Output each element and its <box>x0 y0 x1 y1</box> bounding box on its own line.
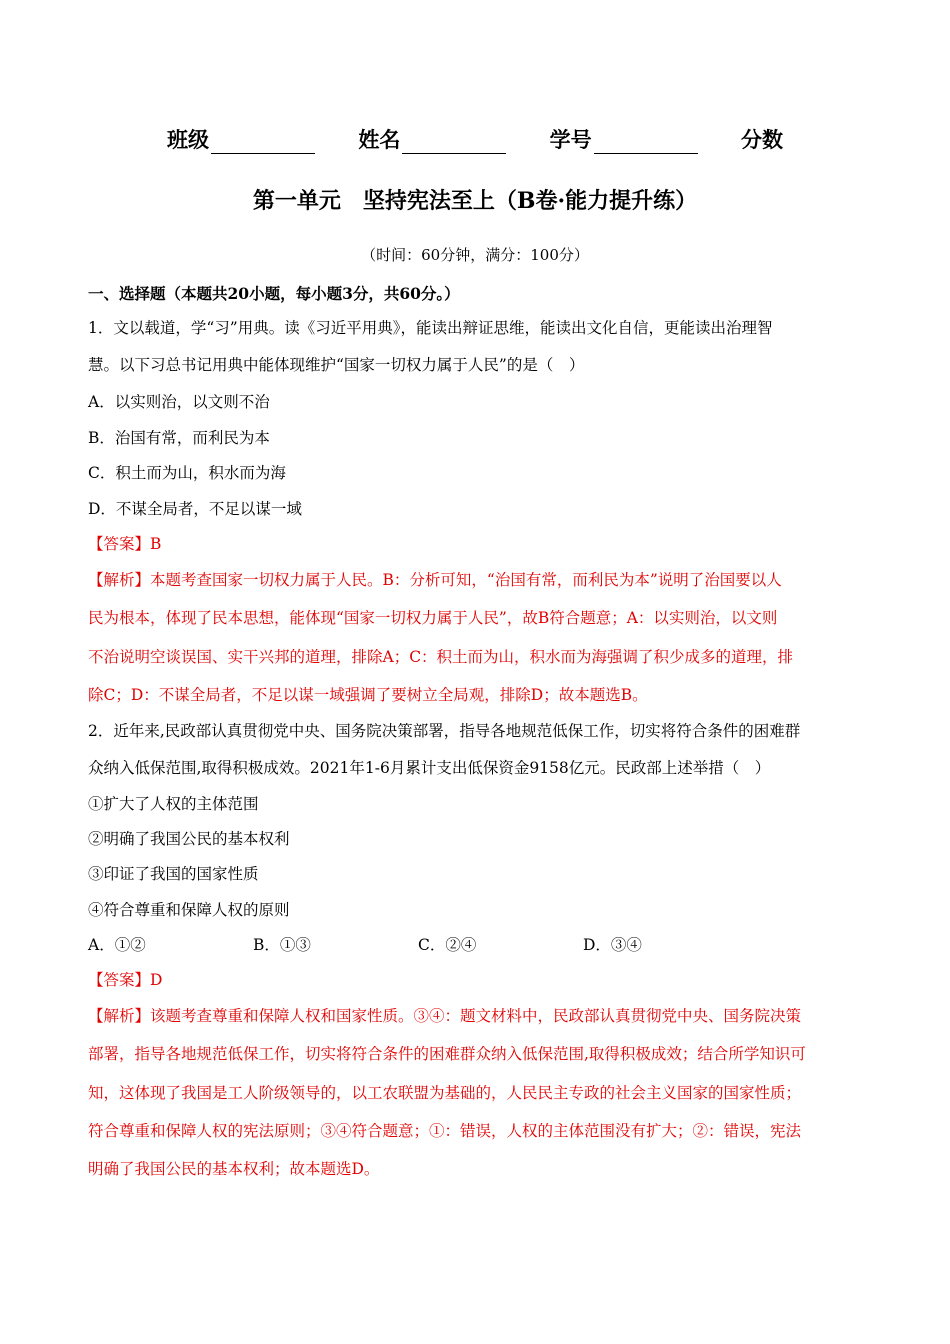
id-blank[interactable] <box>594 133 698 154</box>
id-field[interactable] <box>550 124 698 154</box>
q2-analysis-line2: 部署，指导各地规范低保工作，切实将符合条件的困难群众纳入低保范围,取得积极成效；结合所学知识可 <box>88 1045 806 1063</box>
name-label: 姓名 <box>358 127 401 152</box>
q2-analysis-line1: 【解析】该题考查尊重和保障人权和国家性质。③④：题文材料中，民政部认真贯彻党中央、国务院决策 <box>88 1007 802 1025</box>
q2-option-b: B．①③ <box>253 936 311 954</box>
id-label: 学号 <box>549 127 592 152</box>
q1-option-c: C．积土而为山，积水而为海 <box>88 464 286 482</box>
q1-option-b: B．治国有常，而利民为本 <box>88 429 270 447</box>
q1-stem-line1: 1．文以载道，学“习”用典。读《习近平用典》，能读出辩证思维，能读出文化自信，更能读出治理智 <box>88 319 773 337</box>
section-heading: 一、选择题（本题共20小题，每小题3分，共60分。） <box>88 284 460 303</box>
exam-info: （时间：60分钟，满分：100分） <box>361 246 589 264</box>
q1-option-a: A．以实则治，以文则不治 <box>88 393 270 411</box>
q2-answer: 【答案】D <box>88 971 163 989</box>
name-field[interactable] <box>358 124 506 154</box>
q2-statement-4: ④符合尊重和保障人权的原则 <box>88 901 290 919</box>
class-blank[interactable] <box>211 133 315 154</box>
name-blank[interactable] <box>402 133 506 154</box>
q2-statement-3: ③印证了我国的国家性质 <box>88 865 259 883</box>
class-label: 班级 <box>167 127 210 152</box>
q1-answer: 【答案】B <box>88 535 162 553</box>
q2-statement-1: ①扩大了人权的主体范围 <box>88 795 259 813</box>
q2-options-row <box>88 933 642 955</box>
q2-analysis-line5: 明确了我国公民的基本权利；故本题选D。 <box>88 1160 380 1178</box>
q1-analysis-line4: 除C；D：不谋全局者，不足以谋一域强调了要树立全局观，排除D；故本题选B。 <box>88 686 648 704</box>
q1-analysis-line3: 不治说明空谈误国、实干兴邦的道理，排除A；C：积土而为山，积水而为海强调了积少成多的道理，排 <box>88 648 794 666</box>
score-field <box>741 124 783 154</box>
page-title: 第一单元 坚持宪法至上（B卷·能力提升练） <box>252 188 698 214</box>
q1-analysis-line2: 民为根本，体现了民本思想，能体现“国家一切权力属于人民”，故B符合题意；A：以实则治，以文则 <box>88 609 778 627</box>
q1-analysis-line1: 【解析】本题考查国家一切权力属于人民。B：分析可知，“治国有常，而利民为本”说明了治国要以人 <box>88 571 782 589</box>
student-info-header <box>0 124 950 154</box>
q2-option-a: A．①② <box>88 936 146 954</box>
q2-statement-2: ②明确了我国公民的基本权利 <box>88 830 290 848</box>
q1-option-d: D．不谋全局者，不足以谋一域 <box>88 500 302 518</box>
q2-stem-line2: 众纳入低保范围,取得积极成效。2021年1-6月累计支出低保资金9158亿元。民政部上述举措（ ） <box>88 759 771 777</box>
class-field[interactable] <box>167 124 315 154</box>
q1-stem-line2: 慧。以下习总书记用典中能体现维护“国家一切权力属于人民”的是（ ） <box>88 356 585 374</box>
q2-stem-line1: 2．近年来,民政部认真贯彻党中央、国务院决策部署，指导各地规范低保工作，切实将符合条件的困难群 <box>88 722 801 740</box>
score-label: 分数 <box>740 127 783 152</box>
q2-option-c: C．②④ <box>418 936 477 954</box>
q2-analysis-line4: 符合尊重和保障人权的宪法原则；③④符合题意；①：错误，人权的主体范围没有扩大；②：错误，宪法 <box>88 1122 802 1140</box>
q2-analysis-line3: 知，这体现了我国是工人阶级领导的，以工农联盟为基础的，人民民主专政的社会主义国家的国家性质； <box>88 1084 802 1102</box>
q2-option-d: D．③④ <box>583 936 642 954</box>
